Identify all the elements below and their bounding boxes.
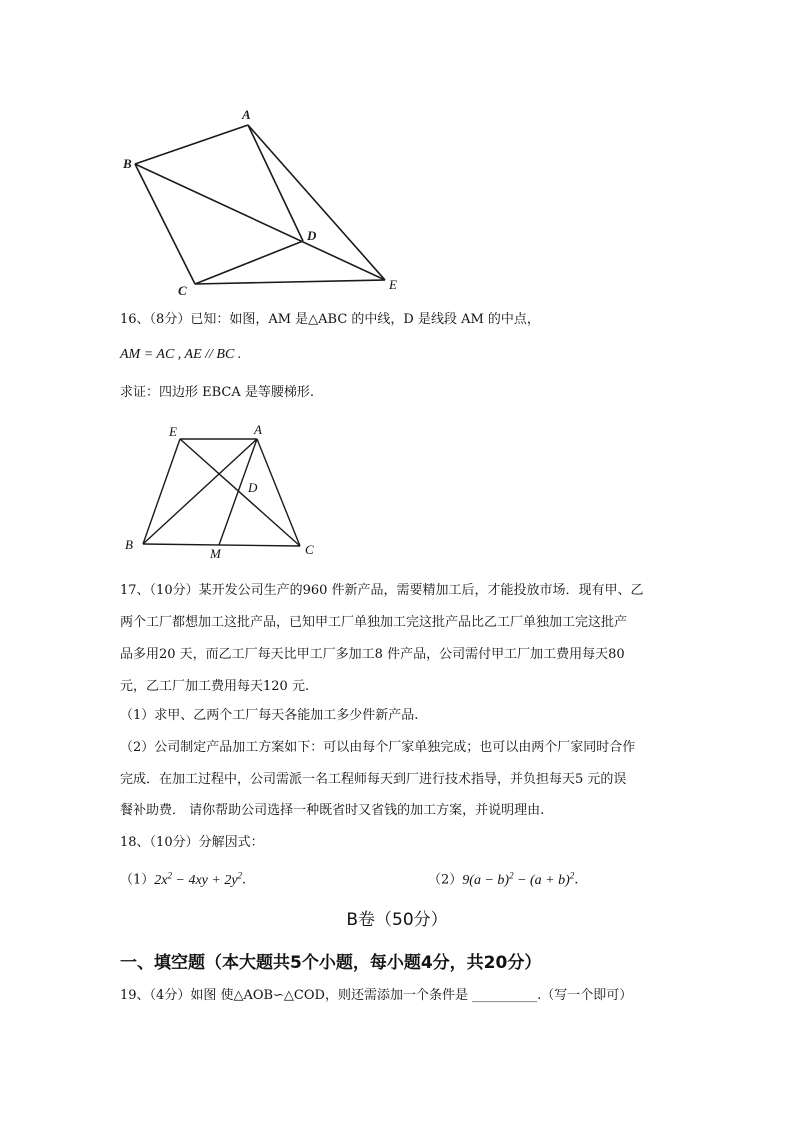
seg-ba	[135, 125, 248, 164]
section-fill-title: 一、填空题（本大题共5个小题，每小题4分，共20分）	[120, 953, 542, 973]
q17-line3: 品多用20 天，而乙工厂每天比甲工厂多加工8 件产品，公司需付甲工厂加工费用每天80	[120, 647, 625, 662]
seg-ac	[257, 439, 300, 546]
section-b-title: B卷（50分）	[346, 910, 448, 930]
label-d: D	[307, 228, 317, 243]
seg-ce	[195, 280, 385, 284]
q18-part1-expression: $2x^2 - 4xy + 2y^2$	[154, 870, 243, 888]
seg-be	[135, 164, 385, 280]
q17-part2-line3: 餐补助费． 请你帮助公司选择一种既省时又省钱的加工方案，并说明理由.	[120, 803, 545, 818]
q18-part2: $(2)9(a - b)^2 - (a + b)^2$.	[428, 870, 579, 888]
label-d: D	[248, 480, 258, 495]
q16-line1: 16、（8分）已知：如图，AM 是△ABC 的中线，D 是线段 AM 的中点，	[120, 312, 540, 327]
q16-line3: 求证：四边形 EBCA 是等腰梯形.	[120, 385, 315, 400]
q17-line2: 两个工厂都想加工这批产品，已知甲工厂单独加工完这批产品比乙工厂单独加工完这批产	[120, 615, 628, 630]
q17-part2-line1: （2）公司制定产品加工方案如下：可以由每个厂家单独完成；也可以由两个厂家同时合作	[120, 740, 636, 755]
figure-trapezoid-ebca	[115, 415, 330, 565]
label-c: C	[305, 542, 314, 557]
q18-part1-label: （1）	[120, 872, 155, 888]
q18-part2-expression: $9(a - b)^2 - (a + b)^2$	[462, 870, 575, 888]
label-c: C	[178, 283, 187, 298]
label-e: E	[169, 424, 177, 439]
label-b: B	[123, 156, 132, 171]
q16-line2: AM = AC , AE // BC .	[120, 347, 242, 362]
q19-text: 19、（4分）如图 使△AOB∽△COD，则还需添加一个条件是 __________.（写一个即可）	[120, 988, 633, 1003]
q18-part1: $(1)2x^2 - 4xy + 2y^2$.	[120, 870, 247, 888]
label-a: A	[254, 422, 262, 437]
q17-part2-line2: 完成．在加工过程中，公司需派一名工程师每天到厂进行技术指导，并负担每天5 元的误	[120, 772, 627, 787]
q17-line4: 元，乙工厂加工费用每天120 元.	[120, 679, 310, 694]
seg-ae	[248, 125, 385, 280]
q17-line1: 17、（10分）某开发公司生产的960 件新产品，需要精加工后，才能投放市场．现有甲、乙	[120, 583, 644, 598]
q18-title: 18、（10分）分解因式：	[120, 835, 264, 850]
label-m: M	[210, 546, 221, 561]
seg-bc	[135, 164, 195, 284]
label-e: E	[389, 277, 397, 292]
figure-quadrilateral-abcde	[115, 100, 415, 300]
label-b: B	[125, 537, 133, 552]
q18-part2-label: （2）	[428, 872, 463, 888]
label-a: A	[242, 107, 251, 122]
seg-cd	[195, 241, 303, 284]
seg-ad	[248, 125, 303, 241]
seg-bc	[143, 544, 300, 546]
q17-part1: （1）求甲、乙两个工厂每天各能加工多少件新产品.	[120, 708, 419, 723]
seg-eb	[143, 439, 180, 544]
